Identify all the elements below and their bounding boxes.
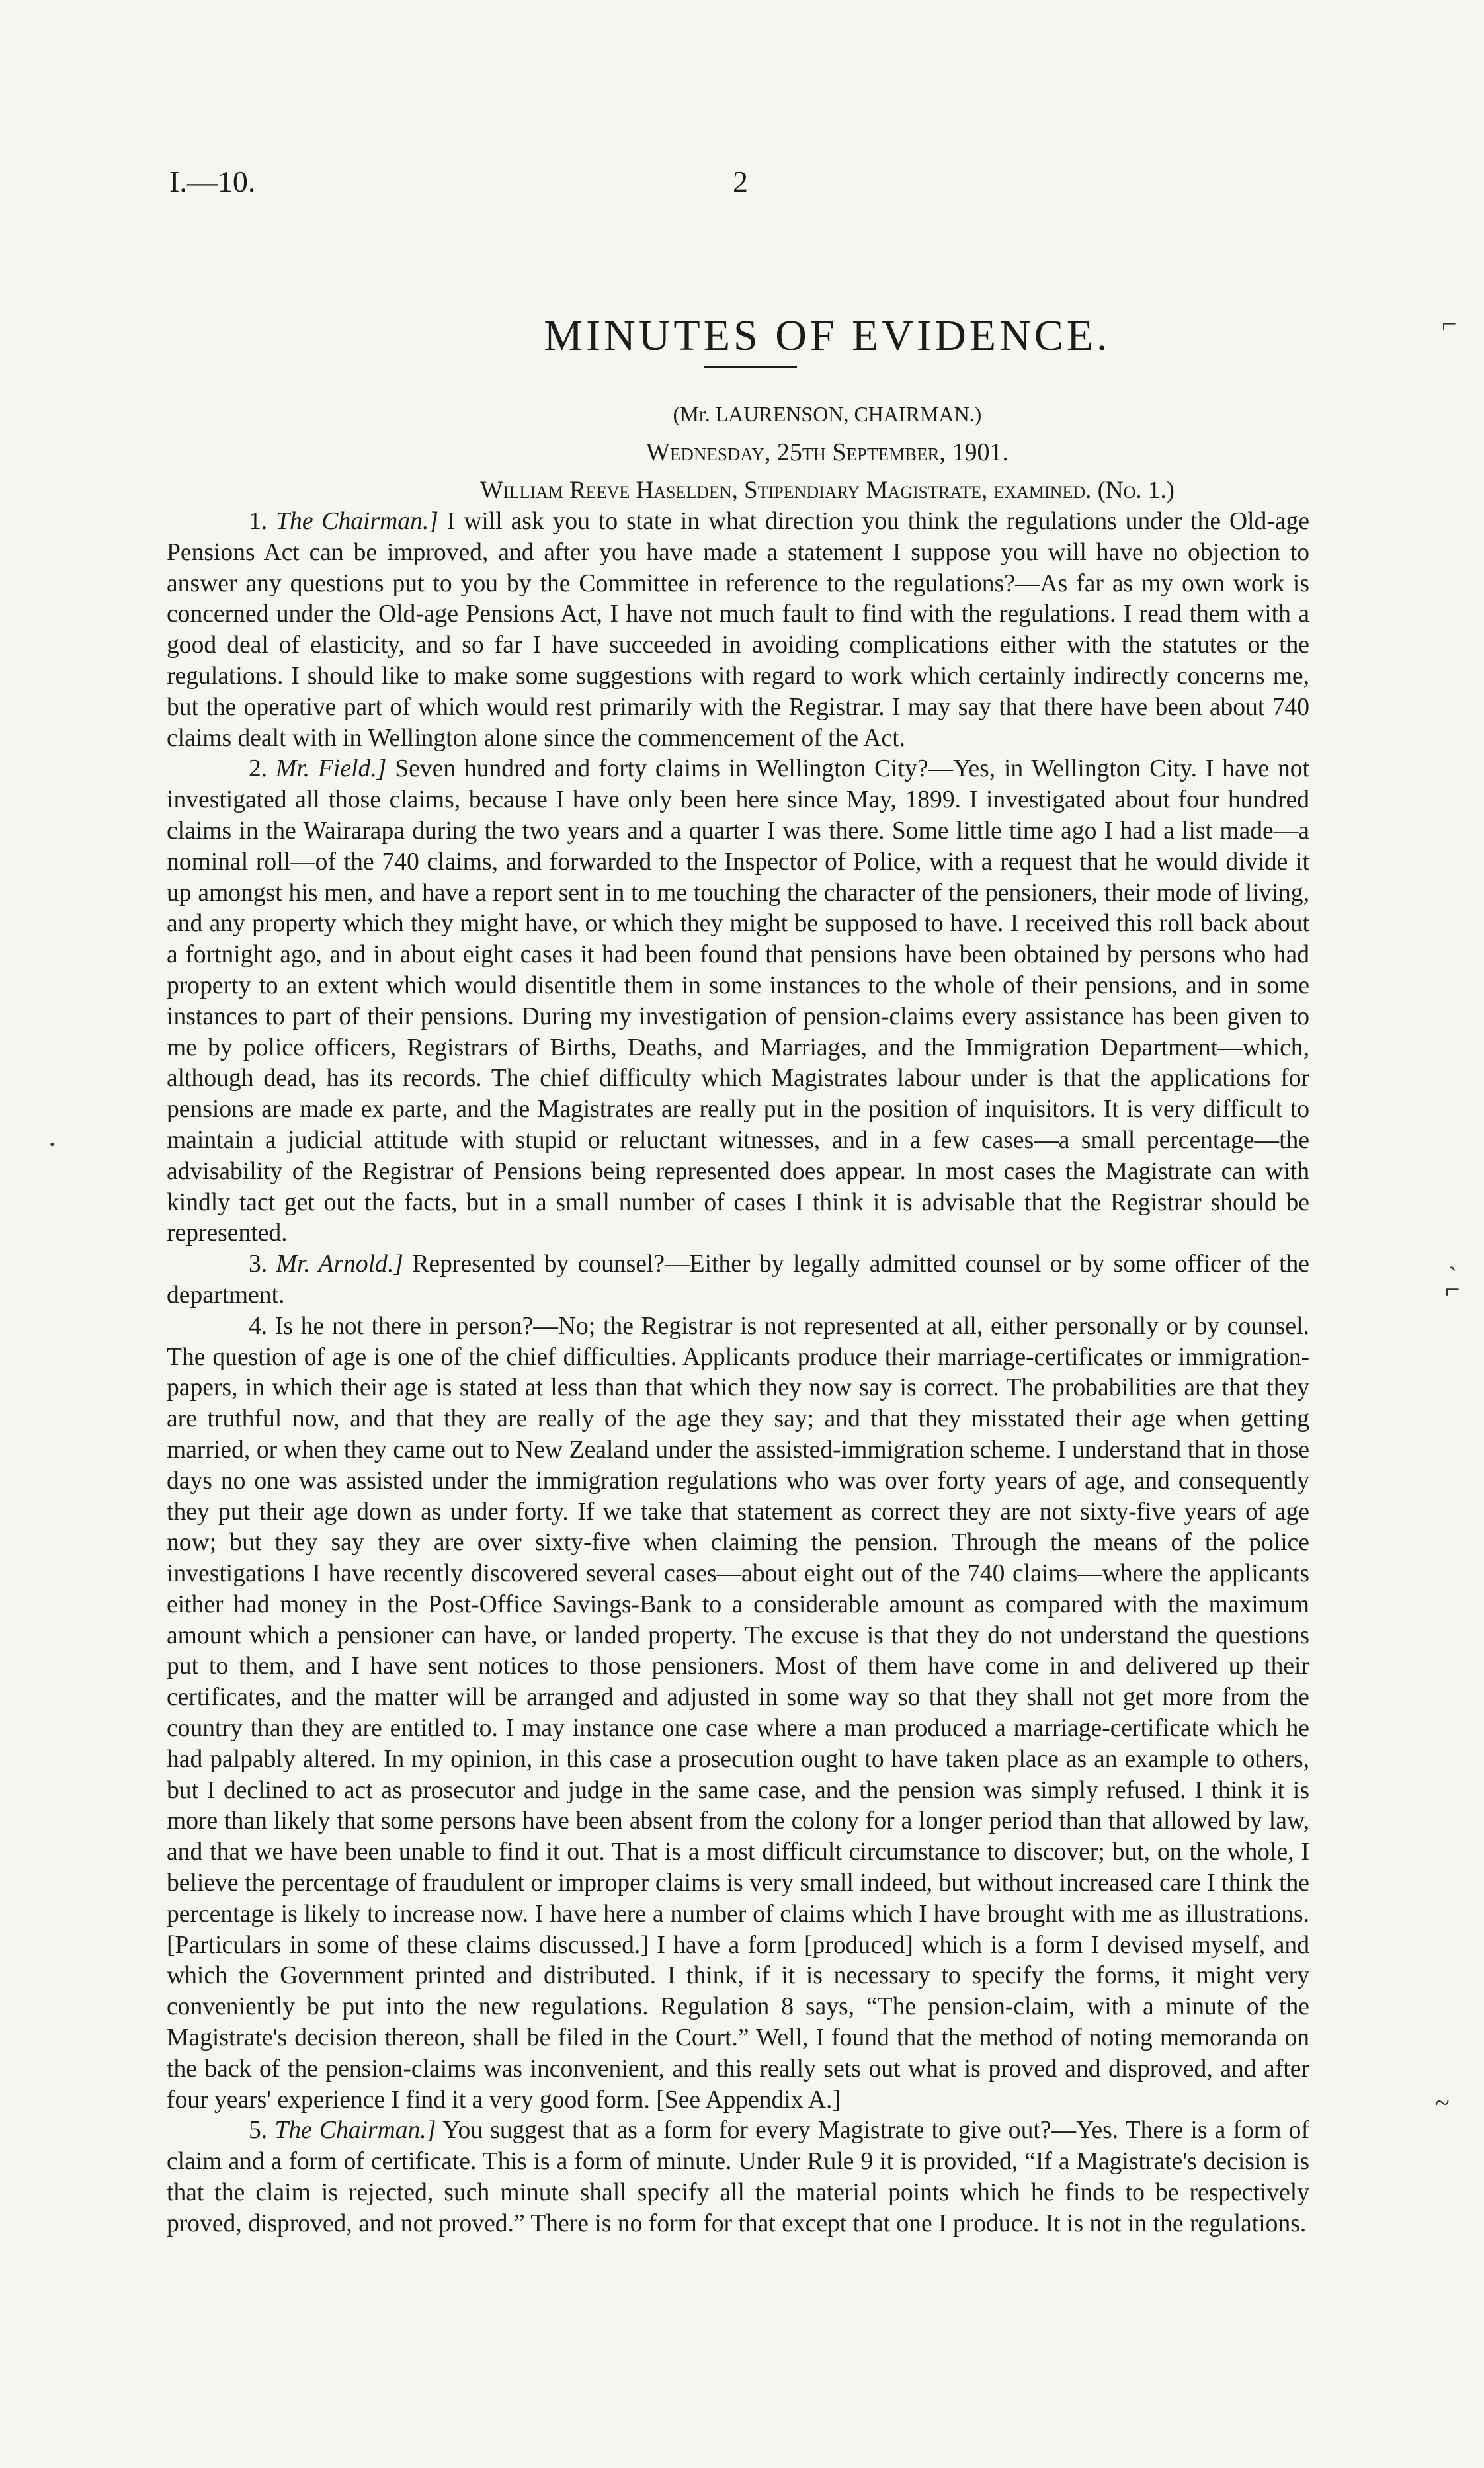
speaker: Mr. Arnold.] xyxy=(276,1251,403,1278)
speaker: Mr. Field.] xyxy=(276,755,387,783)
evidence-body xyxy=(167,507,1309,2240)
title-underline xyxy=(704,366,797,368)
speaker: The Chairman.] xyxy=(276,508,438,535)
margin-scan-mark: ⌐ xyxy=(1445,1274,1460,1304)
date-line: Wednesday, 25th September, 1901. xyxy=(645,438,1009,466)
margin-scan-dot: • xyxy=(50,1136,55,1153)
margin-scan-mark: ⌐ xyxy=(1442,309,1457,339)
speaker: The Chairman.] xyxy=(274,2117,436,2145)
paragraph-text: Is he not there in person?—No; the Registrar is not represented at all, either personally or by counsel. The question of age is one of the chief difficulties. Applicants produce their marriage-certificates or immigration-papers, in which their age is stated at less than that which they now say is correct. The probabilities are that they are truthful now, and that they are really of the age they say; and that they misstated their age when getting married, or when they came out to New Zealand under the assisted-immigration scheme. I understand that in those days no one was assisted under the immigration regulations who was over forty years of age, and consequently they put their age down as under forty. If we take that statement as correct they are not sixty-five years of age now; but they say they are over sixty-five when claiming the pension. Through the means of the police investigations I have recently discovered several cases—about eight out of the 740 claims—where the applicants either had money in the Post-Office Savings-Bank to a considerable amount as compared with the maximum amount which a pensioner can have, or landed property. The excuse is that they do not understand the questions put to them, and I have sent notices to those pensioners. Most of them have come in and delivered up their certificates, and the matter will be arranged and adjusted in some way so that they shall not get more from the country than they are entitled to. I may instance one case where a man produced a marriage-certificate which he had palpably altered. In my opinion, in this case a prosecution ought to have taken place as an example to others, but I declined to act as prosecutor and judge in the same case, and the pension was simply refused. I think it is more than likely that some persons have been absent from the colony for a longer period than that allowed by law, and that we have been unable to find it out. That is a most difficult circumstance to discover; but, on the whole, I believe the percentage of fraudulent or improper claims is very small indeed, but without increased care I think the percentage is likely to increase now. I have here a number of claims which I have brought with me as illustrations. [Particulars in some of these claims discussed.] I have a form [produced] which is a form I devised myself, and which the Government printed and distributed. I think, if it is necessary to specify the forms, it might very conveniently be put into the new regulations. Regulation 8 says, “The pension-claim, with a minute of the Magistrate's decision thereon, shall be filed in the Court.” Well, I found that the method of noting memoranda on the back of the pension-claims was inconvenient, and this really sets out what is proved and disproved, and after four years' experience I find it a very good form. [See Appendix A.] xyxy=(167,1312,1309,2114)
paragraph-text: Represented by counsel?—Either by legally admitted counsel or by some officer of the department. xyxy=(167,1251,1309,1309)
page-number: 2 xyxy=(733,165,748,198)
question-number: 3. xyxy=(249,1251,268,1278)
margin-scan-mark: ˎ xyxy=(1448,1241,1458,1271)
question-number: 1. xyxy=(249,508,268,535)
page-header xyxy=(169,164,1484,204)
paragraph-text: You suggest that as a form for every Magistrate to give out?—Yes. There is a form of claim and a form of certificate. This is a form of minute. Under Rule 9 it is provided, “If a Magistrate's decision is that the claim is rejected, such minute shall specify all the material points which he finds to be respectively proved, disproved, and not proved.” There is no form for that except that one I produce. It is not in the regulations. xyxy=(167,2117,1309,2237)
paragraph-text: I will ask you to state in what direction you think the regulations under the Old-age Pensions Act can be improved, and after you have made a statement I suppose you will have no objection to answer any questions put to you by the Committee in reference to the regulations?—As far as my own work is concerned under the Old-age Pensions Act, I have not much fault to find with the regulations. I read them with a good deal of elasticity, and so far I have succeeded in avoiding complications either with the statutes or the regulations. I should like to make some suggestions with regard to work which certainly indirectly concerns me, but the operative part of which would rest primarily with the Registrar. I may say that there have been about 740 claims dealt with in Wellington alone since the commencement of the Act. xyxy=(167,508,1309,752)
question-number: 5. xyxy=(249,2117,268,2145)
evidence-paragraph xyxy=(167,1311,1309,2116)
evidence-paragraph xyxy=(167,2116,1309,2239)
document-reference: I.—10. xyxy=(169,165,256,198)
evidence-paragraph xyxy=(167,754,1309,1249)
chairman-note: (Mr. LAURENSON, CHAIRMAN.) xyxy=(673,402,982,426)
question-number: 2. xyxy=(249,755,268,783)
witness-line: William Reeve Haselden, Stipendiary Magistrate, examined. (No. 1.) xyxy=(479,477,1175,504)
page-title: MINUTES OF EVIDENCE. xyxy=(544,311,1111,360)
evidence-paragraph xyxy=(167,1249,1309,1311)
margin-scan-mark: ~ xyxy=(1435,2088,1450,2118)
evidence-paragraph xyxy=(167,507,1309,754)
question-number: 4. xyxy=(249,1312,268,1340)
paragraph-text: Seven hundred and forty claims in Wellington City?—Yes, in Wellington City. I have not investigated all those claims, because I have only been here since May, 1899. I investigated about four hundred claims in the Wairarapa during the two years and a quarter I was there. Some little time ago I had a list made—a nominal roll—of the 740 claims, and forwarded to the Inspector of Police, with a request that he would divide it up amongst his men, and have a report sent in to me touching the character of the pensioners, their mode of living, and any property which they might have, or which they might be supposed to have. I received this roll back about a fortnight ago, and in about eight cases it had been found that pensions have been obtained by persons who had property to an extent which would disentitle them in some instances to the whole of their pensions, and in some instances to part of their pensions. During my investigation of pension-claims every assistance has been given to me by police officers, Registrars of Births, Deaths, and Marriages, and the Immigration Department—which, although dead, has its records. The chief difficulty which Magistrates labour under is that the applications for pensions are made ex parte, and the Magistrates are really put in the position of inquisitors. It is very difficult to maintain a judicial attitude with stupid or reluctant witnesses, and in a few cases—a small percentage—the advisability of the Registrar of Pensions being represented does appear. In most cases the Magistrate can with kindly tact get out the facts, but in a small number of cases I think it is advisable that the Registrar should be represented. xyxy=(167,755,1309,1247)
